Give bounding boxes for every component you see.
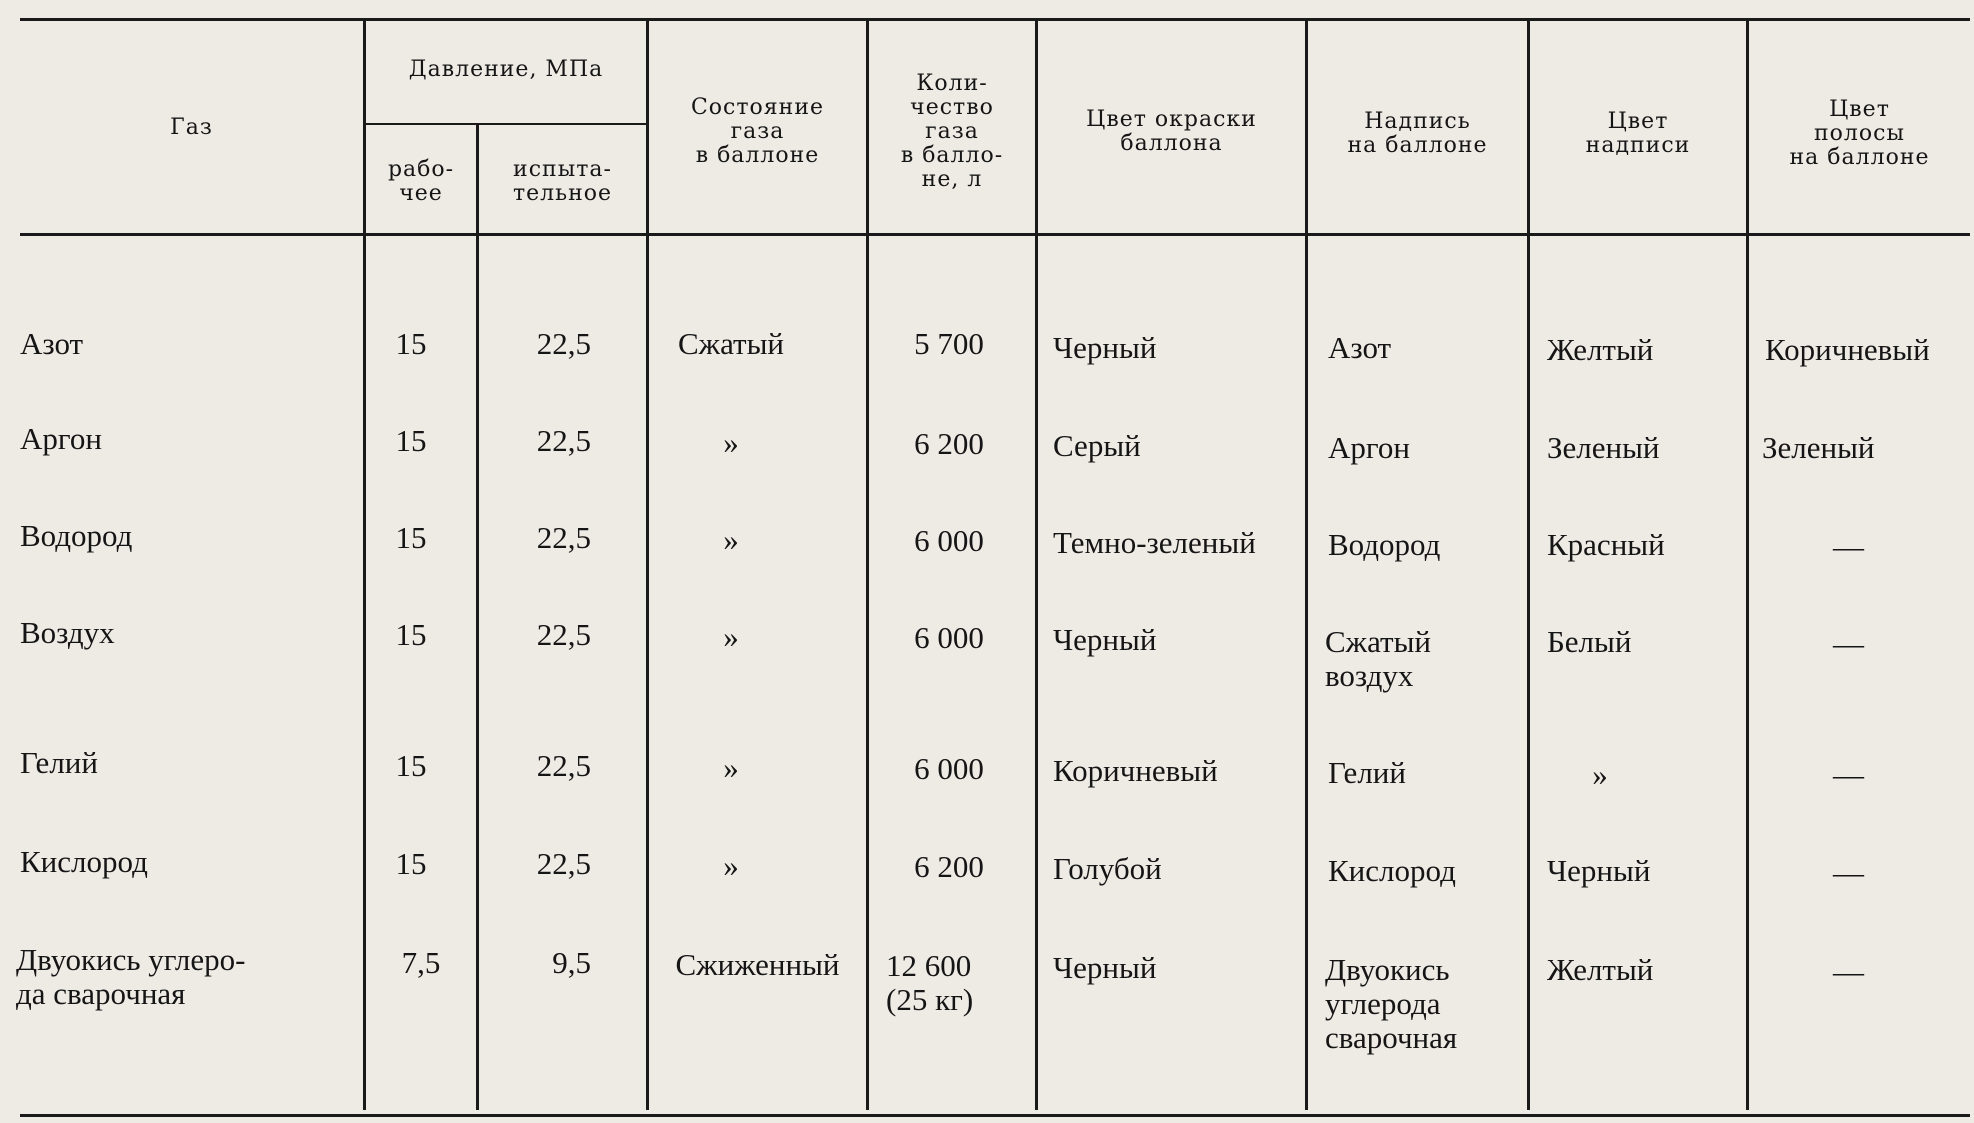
table-top-rule: [20, 18, 1970, 21]
table-cell-quantity: 6 200: [914, 426, 984, 461]
column-divider: [1305, 20, 1308, 1110]
table-cell-state: Сжиженный: [675, 947, 840, 982]
table-cell-state: »: [723, 848, 739, 883]
pressure-subheader-rule: [365, 123, 647, 125]
table-cell-test: 22,5: [536, 748, 591, 783]
table-cell-gas: Азот: [20, 326, 84, 361]
table-cell-stripe: Коричневый: [1765, 332, 1930, 367]
table-cell-quantity: 6 000: [914, 620, 984, 655]
table-cell-inscription-color: Красный: [1547, 527, 1665, 562]
table-cell-working: 15: [395, 326, 427, 361]
table-cell-test: 22,5: [536, 617, 591, 652]
table-cell-working: 7,5: [401, 945, 441, 980]
table-cell-state: Сжатый: [677, 326, 785, 361]
table-cell-inscription: Аргон: [1328, 430, 1410, 465]
table-cell-working: 15: [395, 846, 427, 881]
header-paint-color: Цвет окраски баллона: [1086, 107, 1257, 156]
column-divider: [1035, 20, 1038, 1110]
table-cell-test: 22,5: [536, 520, 591, 555]
table-cell-paint: Голубой: [1053, 851, 1162, 886]
header-stripe-color: Цвет полосы на баллоне: [1789, 97, 1930, 170]
table-cell-stripe: —: [1833, 529, 1864, 564]
table-cell-inscription-color: Зеленый: [1547, 430, 1660, 465]
table-cell-working: 15: [395, 423, 427, 458]
table-cell-inscription-color: Черный: [1547, 853, 1651, 888]
table-cell-paint: Черный: [1053, 950, 1157, 985]
table-cell-gas: Гелий: [20, 745, 98, 780]
column-divider: [1746, 20, 1749, 1110]
table-cell-paint: Коричневый: [1053, 753, 1218, 788]
table-cell-inscription: Гелий: [1328, 755, 1406, 790]
header-pressure-working: рабо- чее: [387, 157, 455, 206]
table-cell-gas: Аргон: [20, 421, 102, 456]
table-cell-inscription: Кислород: [1328, 853, 1456, 888]
table-cell-quantity: 12 600 (25 кг): [886, 948, 974, 1017]
table-cell-state: »: [723, 522, 739, 557]
table-cell-inscription-color: »: [1592, 757, 1608, 792]
table-cell-gas: Водород: [20, 518, 133, 553]
table-cell-test: 9,5: [552, 945, 591, 980]
table-cell-gas: Кислород: [20, 844, 148, 879]
table-cell-stripe: Зеленый: [1762, 430, 1875, 465]
header-quantity: Коли- чество газа в балло- не, л: [900, 71, 1004, 192]
table-cell-paint: Черный: [1053, 330, 1157, 365]
table-cell-test: 22,5: [536, 846, 591, 881]
table-cell-working: 15: [395, 520, 427, 555]
header-gas: Газ: [170, 115, 213, 140]
table-cell-working: 15: [395, 748, 427, 783]
header-state: Состояние газа в баллоне: [690, 95, 825, 168]
table-cell-stripe: —: [1833, 757, 1864, 792]
table-cell-state: »: [723, 619, 739, 654]
table-cell-working: 15: [395, 617, 427, 652]
table-cell-stripe: —: [1833, 954, 1864, 989]
header-inscription-color: Цвет надписи: [1585, 109, 1691, 158]
table-cell-quantity: 6 000: [914, 751, 984, 786]
header-pressure: Давление, МПа: [408, 57, 604, 82]
table-cell-inscription-color: Желтый: [1547, 952, 1654, 987]
header-bottom-rule: [20, 233, 1970, 236]
header-inscription: Надпись на баллоне: [1347, 109, 1488, 158]
table-cell-inscription-color: Белый: [1547, 624, 1632, 659]
table-cell-stripe: —: [1833, 626, 1864, 661]
column-divider: [646, 20, 649, 1110]
header-pressure-test: испыта- тельное: [512, 157, 613, 206]
table-cell-inscription: Двуокись углерода сварочная: [1325, 952, 1458, 1055]
table-cell-state: »: [723, 750, 739, 785]
table-cell-paint: Черный: [1053, 622, 1157, 657]
table-cell-state: »: [723, 425, 739, 460]
table-cell-inscription-color: Желтый: [1547, 332, 1654, 367]
table-cell-test: 22,5: [536, 423, 591, 458]
table-cell-test: 22,5: [536, 326, 591, 361]
table-cell-paint: Темно-зеленый: [1053, 525, 1256, 560]
table-cell-inscription: Водород: [1328, 527, 1441, 562]
table-cell-inscription: Азот: [1328, 330, 1392, 365]
column-divider: [1527, 20, 1530, 1110]
table-bottom-rule: [20, 1114, 1970, 1117]
table-cell-inscription: Сжатый воздух: [1325, 624, 1432, 693]
table-cell-quantity: 5 700: [914, 326, 984, 361]
table-cell-paint: Серый: [1053, 428, 1141, 463]
table-cell-stripe: —: [1833, 855, 1864, 890]
table-cell-quantity: 6 000: [914, 523, 984, 558]
table-cell-gas: Воздух: [20, 615, 115, 650]
table-cell-quantity: 6 200: [914, 849, 984, 884]
table-cell-gas: Двуокись углеро- да сварочная: [16, 942, 246, 1011]
